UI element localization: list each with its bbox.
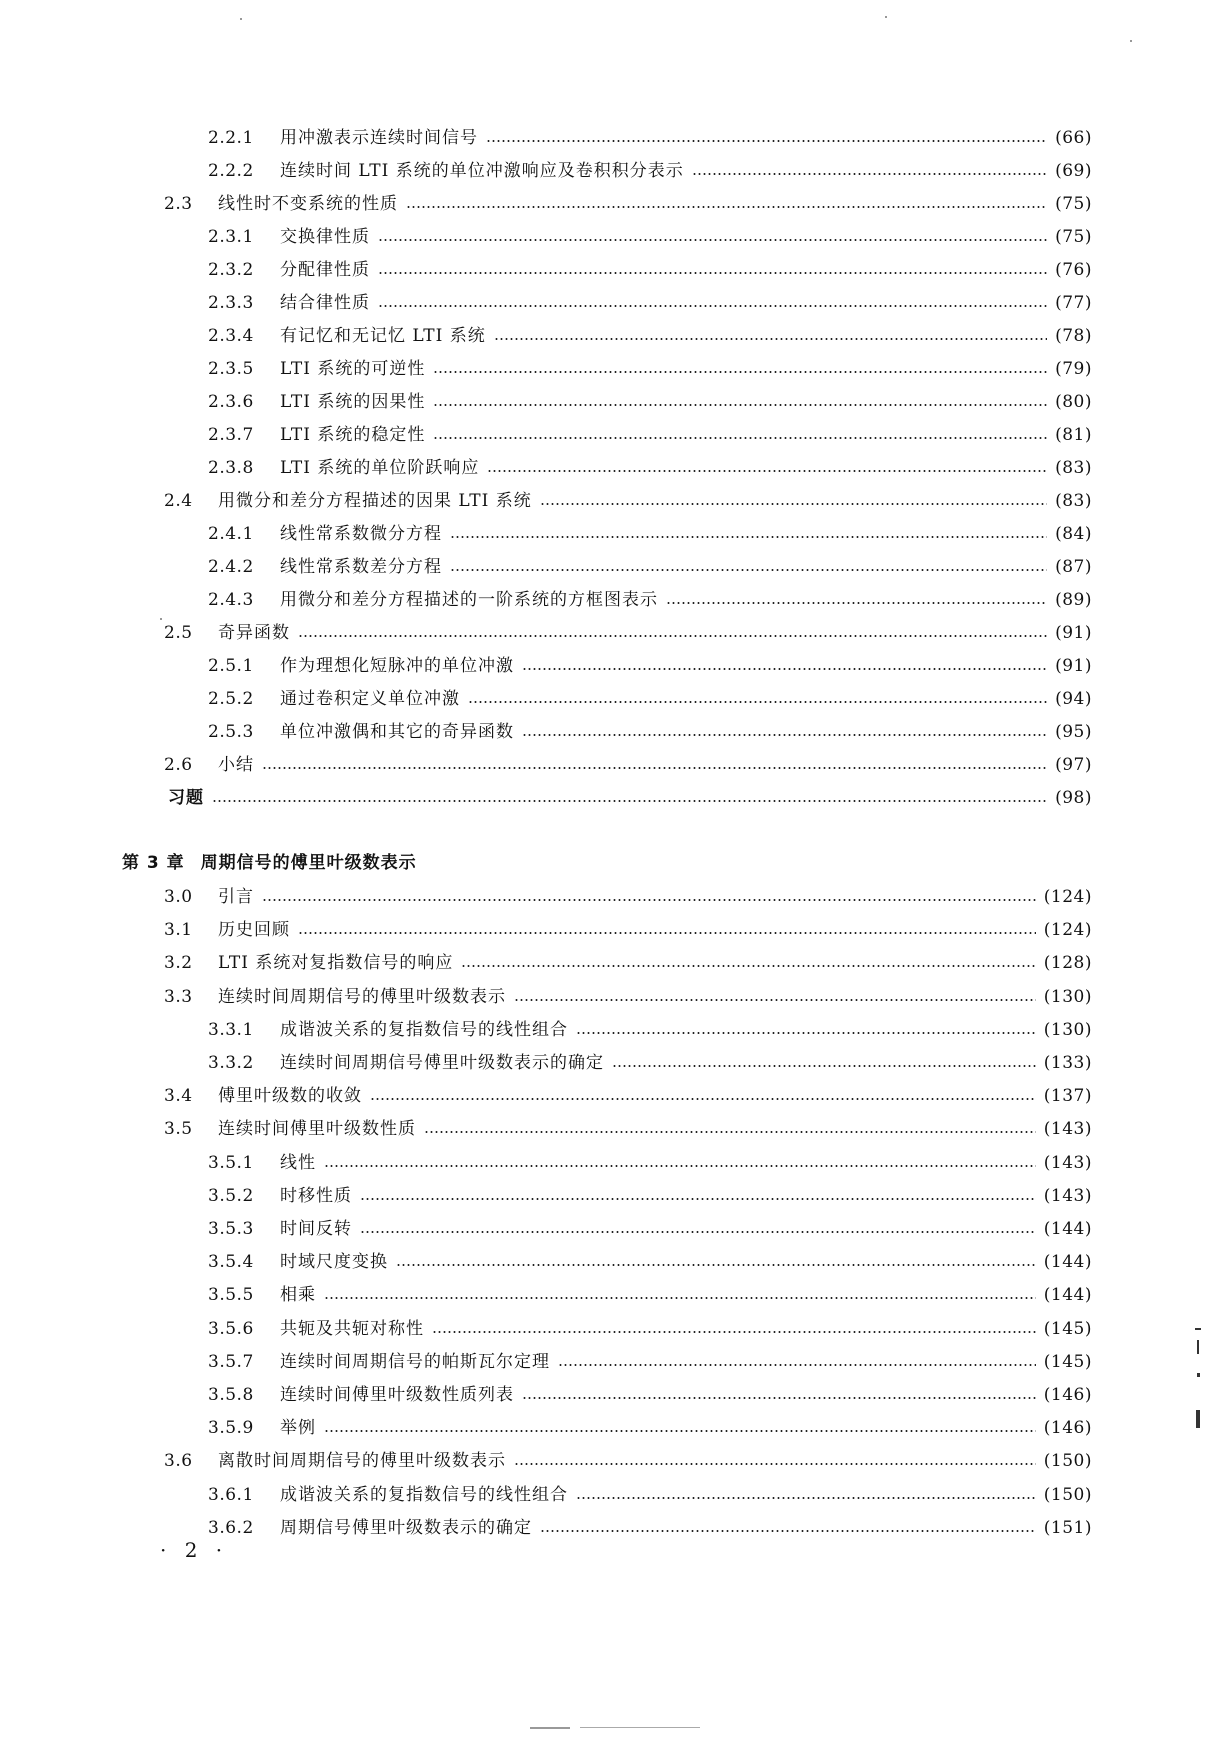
toc-entry-title: 连续时间周期信号的帕斯瓦尔定理 (280, 1351, 550, 1372)
toc-entry-page: (128) (1043, 953, 1092, 974)
dot-leader (522, 734, 1047, 736)
toc-entry-title: 离散时间周期信号的傅里叶级数表示 (218, 1451, 506, 1472)
dot-leader (396, 1264, 1036, 1266)
toc-entry-page: (75) (1055, 194, 1092, 214)
dot-leader (433, 404, 1047, 406)
toc-entry-number: 2.4 (164, 491, 193, 511)
toc-entry-page: (97) (1055, 755, 1092, 775)
dot-leader (576, 1497, 1036, 1499)
scan-speck (240, 18, 242, 20)
dot-leader (666, 602, 1047, 604)
toc-entry-page: (77) (1055, 293, 1092, 313)
toc-entry (164, 189, 1092, 219)
toc-entry-title: LTI 系统的因果性 (280, 392, 426, 412)
toc-entry-page: (143) (1043, 1152, 1092, 1173)
toc-entry (164, 1114, 1092, 1144)
toc-entry-page: (150) (1043, 1451, 1092, 1472)
toc-entry-number: 2.4.2 (208, 557, 254, 577)
toc-entry-page: (145) (1043, 1351, 1092, 1372)
toc-entry (208, 1480, 1092, 1510)
toc-entry (164, 1081, 1092, 1111)
toc-entry-page: (151) (1043, 1517, 1092, 1538)
toc-entry-number: 3.5.2 (208, 1185, 254, 1206)
toc-entry (208, 1148, 1092, 1178)
scan-mark (530, 1727, 570, 1729)
toc-entry (208, 321, 1092, 351)
toc-entry-title: LTI 系统的单位阶跃响应 (280, 458, 480, 478)
toc-entry (208, 1347, 1092, 1377)
toc-entry (208, 255, 1092, 285)
toc-entry-title: 时间反转 (280, 1219, 352, 1239)
dot-leader (370, 1098, 1036, 1100)
toc-entry-page: (98) (1055, 788, 1092, 808)
toc-entry-page: (80) (1055, 392, 1092, 412)
dot-leader (378, 272, 1047, 274)
toc-entry (164, 948, 1092, 978)
dot-leader (487, 470, 1047, 472)
toc-entry-number: 2.5 (164, 623, 193, 643)
toc-entry-number: 2.3 (164, 194, 193, 214)
toc-entry-number: 2.5.3 (208, 722, 254, 742)
toc-entry-title: LTI 系统的可逆性 (280, 359, 426, 379)
toc-entry-page: (78) (1055, 326, 1092, 346)
toc-entry (208, 552, 1092, 582)
scan-speck (885, 16, 887, 18)
dot-leader (212, 800, 1047, 802)
scan-speck (1130, 40, 1132, 42)
toc-entry-number: 3.5.9 (208, 1418, 254, 1439)
dot-leader (324, 1165, 1036, 1167)
toc-entry-number: 3.5.3 (208, 1219, 254, 1239)
toc-entry (208, 1048, 1092, 1078)
toc-entry-number: 3.5.6 (208, 1318, 254, 1339)
toc-entry-number: 3.4 (164, 1086, 193, 1107)
toc-entry-page: (133) (1043, 1053, 1092, 1073)
toc-entry-number: 2.3.5 (208, 359, 254, 379)
toc-entry (208, 420, 1092, 450)
toc-entry-page: (144) (1043, 1252, 1092, 1273)
toc-entry-title: 小结 (218, 755, 254, 775)
toc-entry (208, 684, 1092, 714)
toc-entry-number: 3.5.1 (208, 1152, 254, 1173)
chapter-number: 第 3 章 (122, 853, 185, 873)
toc-entry-page: (75) (1055, 227, 1092, 247)
dot-leader (612, 1065, 1036, 1067)
toc-entry-number: 3.6 (164, 1451, 193, 1472)
toc-entry-title: 线性 (280, 1152, 316, 1173)
toc-entry-page: (83) (1055, 458, 1092, 478)
dot-leader (692, 173, 1047, 175)
toc-entry-title: 线性常系数差分方程 (280, 557, 442, 577)
toc-entry-number: 2.4.3 (208, 590, 254, 610)
toc-entry-number: 3.5.5 (208, 1285, 254, 1306)
toc-entry-page: (95) (1055, 722, 1092, 742)
toc-entry-page: (124) (1043, 920, 1092, 941)
toc-entry-page: (81) (1055, 425, 1092, 445)
toc-entry-page: (69) (1055, 161, 1092, 181)
dot-leader (514, 1463, 1036, 1465)
toc-entry-number: 2.2.2 (208, 161, 254, 181)
toc-entry-title: 线性时不变系统的性质 (218, 194, 398, 214)
dot-leader (324, 1430, 1036, 1432)
toc-entry-title: 举例 (280, 1418, 316, 1439)
toc-entry-page: (145) (1043, 1318, 1092, 1339)
toc-entry-page: (124) (1043, 887, 1092, 907)
dot-leader (424, 1131, 1036, 1133)
toc-entry-title: 傅里叶级数的收敛 (218, 1086, 362, 1107)
toc-entry (164, 486, 1092, 516)
dot-leader (360, 1198, 1036, 1200)
toc-entry (168, 783, 1092, 813)
dot-leader (406, 206, 1047, 208)
toc-entry-title: 时域尺度变换 (280, 1252, 388, 1273)
toc-entry-number: 3.3.1 (208, 1019, 254, 1040)
toc-entry (208, 519, 1092, 549)
toc-entry-number: 2.4.1 (208, 524, 254, 544)
dot-leader (433, 371, 1047, 373)
toc-entry (208, 717, 1092, 747)
toc-entry-title: 时移性质 (280, 1185, 352, 1206)
toc-entry (164, 750, 1092, 780)
scan-speck (160, 618, 162, 620)
toc-entry (208, 1380, 1092, 1410)
toc-entry-number: 3.5.7 (208, 1351, 254, 1372)
toc-entry-page: (91) (1055, 623, 1092, 643)
toc-entry-number: 2.3.1 (208, 227, 254, 247)
chapter-heading (122, 848, 417, 873)
scan-mark (1196, 1410, 1200, 1428)
toc-entry-page: (144) (1043, 1285, 1092, 1306)
toc-entry-title: 通过卷积定义单位冲激 (280, 689, 460, 709)
toc-entry (208, 288, 1092, 318)
toc-entry-title: 单位冲激偶和其它的奇异函数 (280, 722, 514, 742)
toc-entry-title: 历史回顾 (218, 920, 290, 941)
toc-entry-page: (146) (1043, 1418, 1092, 1439)
toc-entry-title: 共轭及共轭对称性 (280, 1318, 424, 1339)
toc-entry-page: (143) (1043, 1119, 1092, 1140)
toc-entry-page: (76) (1055, 260, 1092, 280)
toc-entry-number: 3.1 (164, 920, 193, 941)
dot-leader (360, 1231, 1036, 1233)
toc-entry (164, 915, 1092, 945)
toc-entry (208, 222, 1092, 252)
toc-entry (208, 123, 1092, 153)
toc-entry-title: 用微分和差分方程描述的因果 LTI 系统 (218, 491, 532, 511)
dot-leader (540, 503, 1047, 505)
toc-entry-number: 3.2 (164, 953, 193, 974)
toc-entry (208, 651, 1092, 681)
toc-entry (208, 1181, 1092, 1211)
toc-entry-page: (83) (1055, 491, 1092, 511)
toc-entry (164, 618, 1092, 648)
toc-entry-title: 线性常系数微分方程 (280, 524, 442, 544)
dot-leader (378, 239, 1047, 241)
dot-leader (494, 338, 1047, 340)
toc-entry-number: 3.6.2 (208, 1517, 254, 1538)
toc-entry-number: 3.3 (164, 986, 193, 1007)
toc-entry (208, 453, 1092, 483)
toc-entry-title: 相乘 (280, 1285, 316, 1306)
toc-entry-number: 3.5.4 (208, 1252, 254, 1273)
toc-entry (208, 1247, 1092, 1277)
page-number: · 2 · (160, 1538, 229, 1562)
toc-entry (208, 1513, 1092, 1543)
toc-entry-title: 奇异函数 (218, 623, 290, 643)
toc-entry-title: 连续时间傅里叶级数性质 (218, 1119, 416, 1140)
toc-entry-title: LTI 系统的稳定性 (280, 425, 426, 445)
toc-entry-number: 2.3.6 (208, 392, 254, 412)
dot-leader (450, 536, 1047, 538)
toc-entry (164, 1446, 1092, 1476)
toc-entry-number: 2.6 (164, 755, 193, 775)
toc-entry-title: 有记忆和无记忆 LTI 系统 (280, 326, 486, 346)
dot-leader (450, 569, 1047, 571)
dot-leader (540, 1530, 1036, 1532)
toc-entry-page: (84) (1055, 524, 1092, 544)
toc-entry-number: 3.0 (164, 887, 193, 907)
scan-mark (1197, 1373, 1200, 1377)
toc-entry-number: 3.6.1 (208, 1484, 254, 1505)
chapter-title: 周期信号的傅里叶级数表示 (200, 853, 417, 873)
toc-entry (208, 585, 1092, 615)
toc-entry-title: 成谐波关系的复指数信号的线性组合 (280, 1019, 568, 1040)
toc-entry (164, 882, 1092, 912)
toc-entry-title: LTI 系统对复指数信号的响应 (218, 953, 454, 974)
toc-entry-page: (144) (1043, 1219, 1092, 1239)
dot-leader (468, 701, 1047, 703)
toc-entry-page: (130) (1043, 1019, 1092, 1040)
scan-mark (1195, 1328, 1201, 1330)
toc-entry-title: 周期信号傅里叶级数表示的确定 (280, 1517, 532, 1538)
dot-leader (461, 965, 1035, 967)
toc-entry-title: 用冲激表示连续时间信号 (280, 128, 478, 148)
toc-entry-page: (146) (1043, 1385, 1092, 1405)
toc-entry-number: 3.5 (164, 1119, 193, 1140)
toc-entry (164, 982, 1092, 1012)
dot-leader (486, 140, 1047, 142)
toc-entry-page: (150) (1043, 1484, 1092, 1505)
toc-entry-page: (66) (1055, 128, 1092, 148)
toc-entry-page: (91) (1055, 656, 1092, 676)
toc-entry-number: 2.5.2 (208, 689, 254, 709)
toc-entry-page: (137) (1043, 1086, 1092, 1107)
dot-leader (298, 635, 1047, 637)
toc-entry-page: (143) (1043, 1185, 1092, 1206)
toc-entry-title: 连续时间周期信号的傅里叶级数表示 (218, 986, 506, 1007)
scan-mark (580, 1727, 700, 1728)
toc-entry-number: 3.5.8 (208, 1385, 254, 1405)
toc-entry-number: 2.3.4 (208, 326, 254, 346)
toc-entry-page: (89) (1055, 590, 1092, 610)
toc-entry (208, 1314, 1092, 1344)
toc-entry (208, 1214, 1092, 1244)
toc-entry-number: 2.5.1 (208, 656, 254, 676)
toc-entry-number: 2.2.1 (208, 128, 254, 148)
dot-leader (378, 305, 1047, 307)
dot-leader (262, 767, 1047, 769)
toc-entry-number: 3.3.2 (208, 1053, 254, 1073)
dot-leader (262, 899, 1036, 901)
toc-entry (208, 1280, 1092, 1310)
toc-entry-title: 习题 (168, 788, 204, 808)
dot-leader (514, 999, 1036, 1001)
toc-entry-page: (130) (1043, 986, 1092, 1007)
dot-leader (522, 668, 1047, 670)
dot-leader (433, 437, 1047, 439)
toc-entry-title: 用微分和差分方程描述的一阶系统的方框图表示 (280, 590, 658, 610)
toc-entry-title: 连续时间 LTI 系统的单位冲激响应及卷积积分表示 (280, 161, 684, 181)
toc-entry (208, 387, 1092, 417)
toc-entry-page: (94) (1055, 689, 1092, 709)
toc-entry-number: 2.3.7 (208, 425, 254, 445)
dot-leader (558, 1364, 1036, 1366)
toc-entry-title: 成谐波关系的复指数信号的线性组合 (280, 1484, 568, 1505)
toc-entry-page: (79) (1055, 359, 1092, 379)
toc-entry-title: 连续时间傅里叶级数性质列表 (280, 1385, 514, 1405)
toc-entry-number: 2.3.3 (208, 293, 254, 313)
scan-mark (1197, 1340, 1199, 1354)
toc-entry (208, 354, 1092, 384)
toc-entry-title: 引言 (218, 887, 254, 907)
toc-entry-title: 连续时间周期信号傅里叶级数表示的确定 (280, 1053, 604, 1073)
toc-entry-title: 交换律性质 (280, 227, 370, 247)
toc-entry-number: 2.3.8 (208, 458, 254, 478)
dot-leader (324, 1297, 1036, 1299)
dot-leader (522, 1397, 1036, 1399)
dot-leader (432, 1331, 1036, 1333)
toc-entry-page: (87) (1055, 557, 1092, 577)
toc-entry-title: 结合律性质 (280, 293, 370, 313)
toc-entry-title: 分配律性质 (280, 260, 370, 280)
toc-entry-number: 2.3.2 (208, 260, 254, 280)
toc-entry (208, 1413, 1092, 1443)
toc-entry (208, 1015, 1092, 1045)
toc-entry-title: 作为理想化短脉冲的单位冲激 (280, 656, 514, 676)
dot-leader (298, 932, 1036, 934)
dot-leader (576, 1032, 1036, 1034)
toc-entry (208, 156, 1092, 186)
